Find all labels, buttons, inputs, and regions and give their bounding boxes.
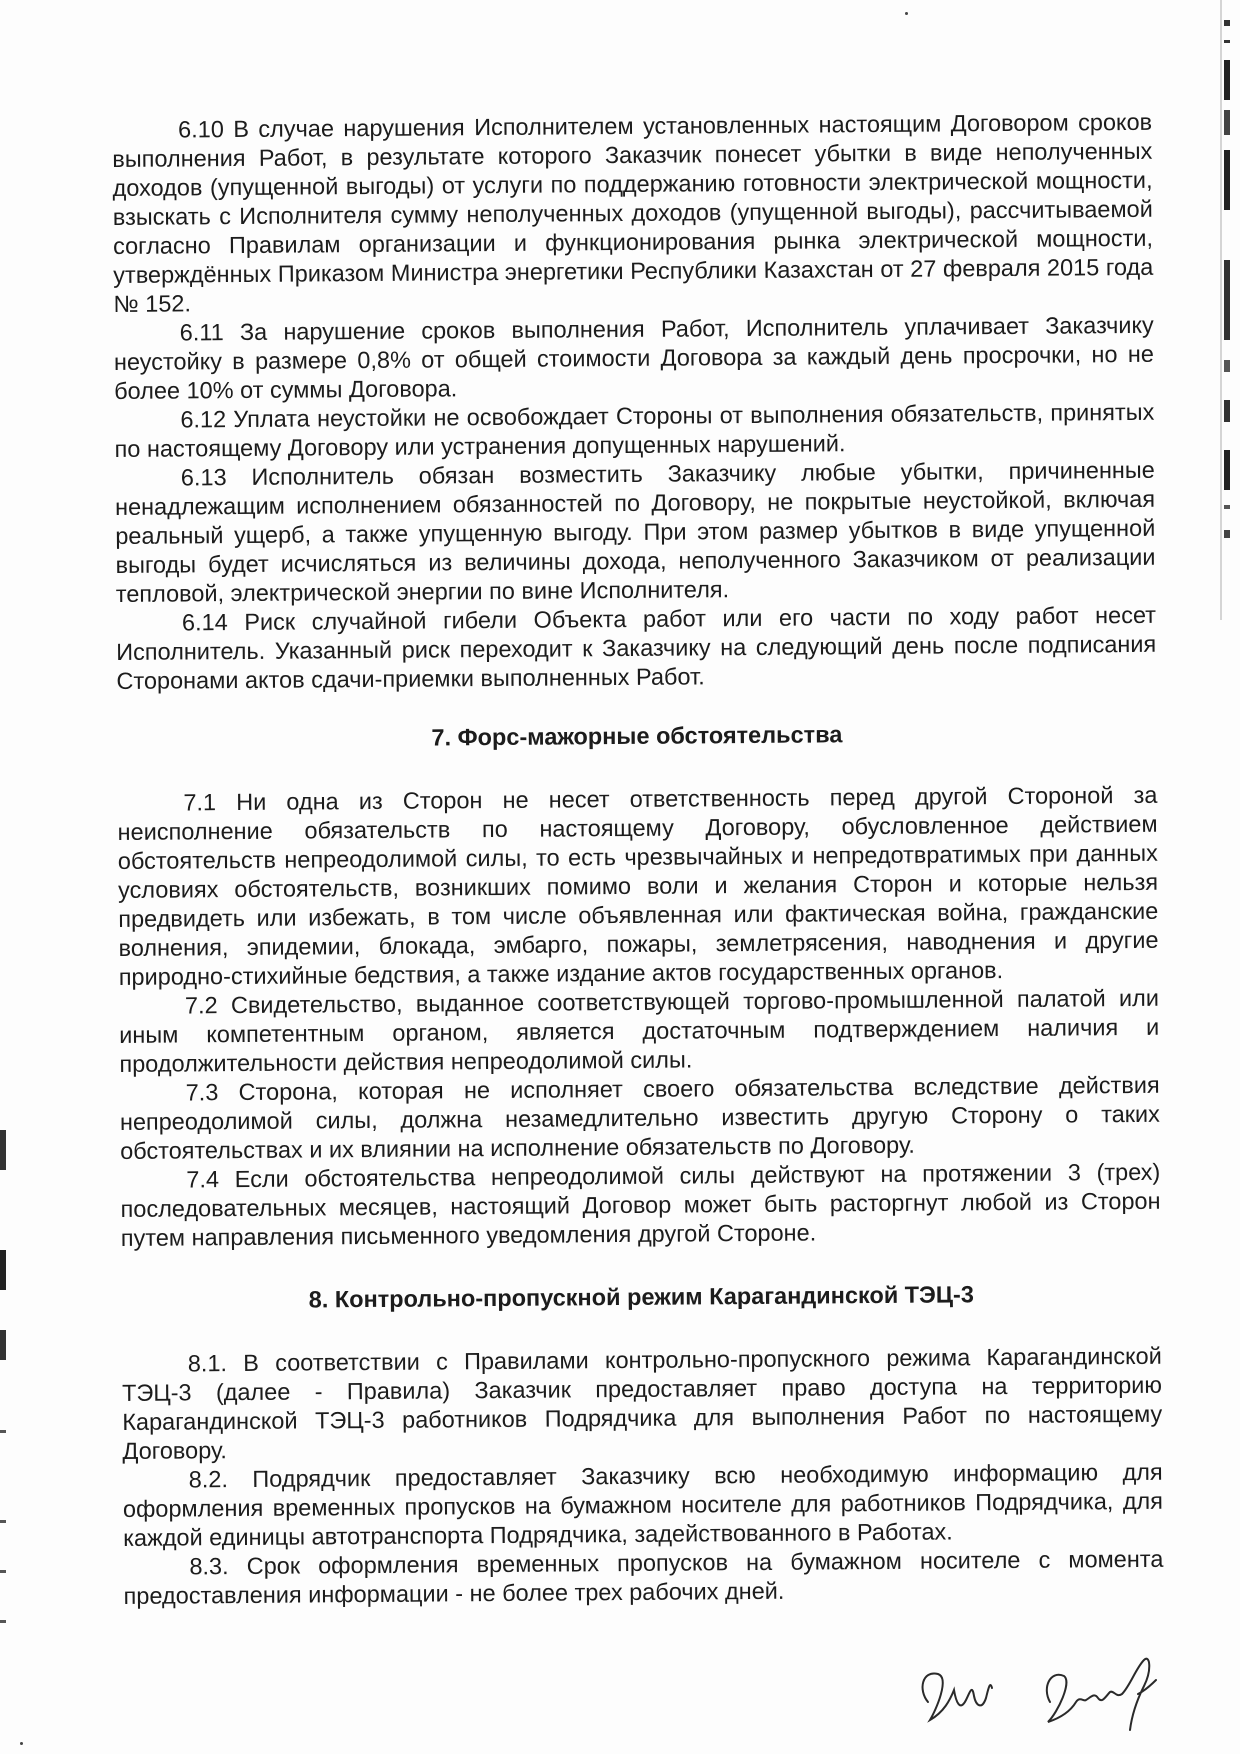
- clause-8-1: 8.1. В соответствии с Правилами контрольно-пропускного режима Карагандинской ТЭЦ-3 (далее - Правила) Заказчик предоставляет право доступа на территорию Карагандинской ТЭЦ-3 работников Подрядчика для выполнения Работ по настоящему Договору.: [121, 1342, 1163, 1464]
- signature-1: [923, 1673, 992, 1720]
- clause-7-4: 7.4 Если обстоятельства непреодолимой силы действуют на протяжении 3 (трех) последовательных месяцев, настоящий Договор может быть расторгнут любой из Сторон путем направления письменного уведомления другой Стороне.: [120, 1158, 1161, 1251]
- clause-6-13: 6.13 Исполнитель обязан возместить Заказчику любые убытки, причиненные ненадлежащим исполнением обязанностей по Договору, не покрытые неустойкой, включая реальный ущерб, а также упущенную выгоду. При этом размер убытков в виде упущенной выгоды будет исчисляться из величины дохода, неполученного Заказчиком от реализации тепловой, электрической энергии по вине Исполнителя.: [114, 456, 1156, 607]
- clause-6-14: 6.14 Риск случайной гибели Объекта работ или его части по ходу работ несет Исполнитель. Указанный риск переходит к Заказчику на следующий день после подписания Сторонами актов сдачи-приемки выполненных Работ.: [116, 601, 1157, 694]
- signature-2: [1047, 1659, 1156, 1730]
- clause-6-10: 6.10 В случае нарушения Исполнителем установленных настоящим Договором сроков выполнения Работ, в результате которого Заказчик понесет убытки в виде неполученных доходов (упущенной выгоды) от услуги по поддержанию готовности электрической мощности, взыскать с Исполнителя сумму неполученных доходов (упущенной выгоды), рассчитываемой согласно Правилам организации и функционирования рынка электрической мощности, утверждённых Приказом Министра энергетики Республики Казахстан от 27 февраля 2015 года № 152.: [112, 108, 1154, 317]
- handwritten-signatures: [900, 1640, 1200, 1750]
- scan-edge-marks-left: [0, 1100, 8, 1700]
- section-8-title: 8. Контрольно-пропускной режим Карагандинской ТЭЦ-3: [308, 1281, 974, 1313]
- clause-8-3: 8.3. Срок оформления временных пропусков на бумажном носителе с момента предоставления информации - не более трех рабочих дней.: [123, 1545, 1164, 1609]
- clause-6-11: 6.11 За нарушение сроков выполнения Работ, Исполнитель уплачивает Заказчику неустойку в размере 0,8% от общей стоимости Договора за каждый день просрочки, но не более 10% от суммы Договора.: [113, 311, 1155, 404]
- clause-6-12: 6.12 Уплата неустойки не освобождает Стороны от выполнения обязательств, принятых по настоящему Договору или устранения допущенных нарушений.: [114, 398, 1155, 462]
- scan-speck: [20, 1742, 23, 1745]
- document-body: [112, 108, 1164, 1611]
- clause-7-1: 7.1 Ни одна из Сторон не несет ответственность перед другой Стороной за неисполнение обязательств по настоящему Договору, обусловленное действием обстоятельств непреодолимой силы, то есть чрезвычайных и непредотвратимых при данных условиях обстоятельств, возникших помимо воли и желания Сторон и которые нельзя предвидеть или избежать, в том числе объявленная или фактическая война, гражданские волнения, эпидемии, блокада, эмбарго, пожары, землетрясения, наводнения и другие природно-стихийные бедствия, а также издание актов государственных органов.: [117, 781, 1159, 990]
- scan-edge-marks-right: [1218, 0, 1232, 620]
- section-7-title: 7. Форс-мажорные обстоятельства: [431, 721, 843, 751]
- clause-8-2: 8.2. Подрядчик предоставляет Заказчику всю необходимую информацию для оформления временных пропусков на бумажном носителе для работников Подрядчика, для каждой единицы автотранспорта Подрядчика, задействованного в Работах.: [122, 1458, 1164, 1551]
- clause-7-2: 7.2 Свидетельство, выданное соответствующей торгово-промышленной палатой или иным компетентным органом, является достаточным подтверждением наличия и продолжительности действия непреодолимой силы.: [119, 984, 1160, 1077]
- scan-speck: [905, 12, 908, 15]
- clause-7-3: 7.3 Сторона, которая не исполняет своего обязательства вследствие действия непреодолимой силы, должна незамедлительно известить другую Сторону о таких обстоятельствах и их влиянии на исполнение обязательств по Договору.: [119, 1071, 1160, 1164]
